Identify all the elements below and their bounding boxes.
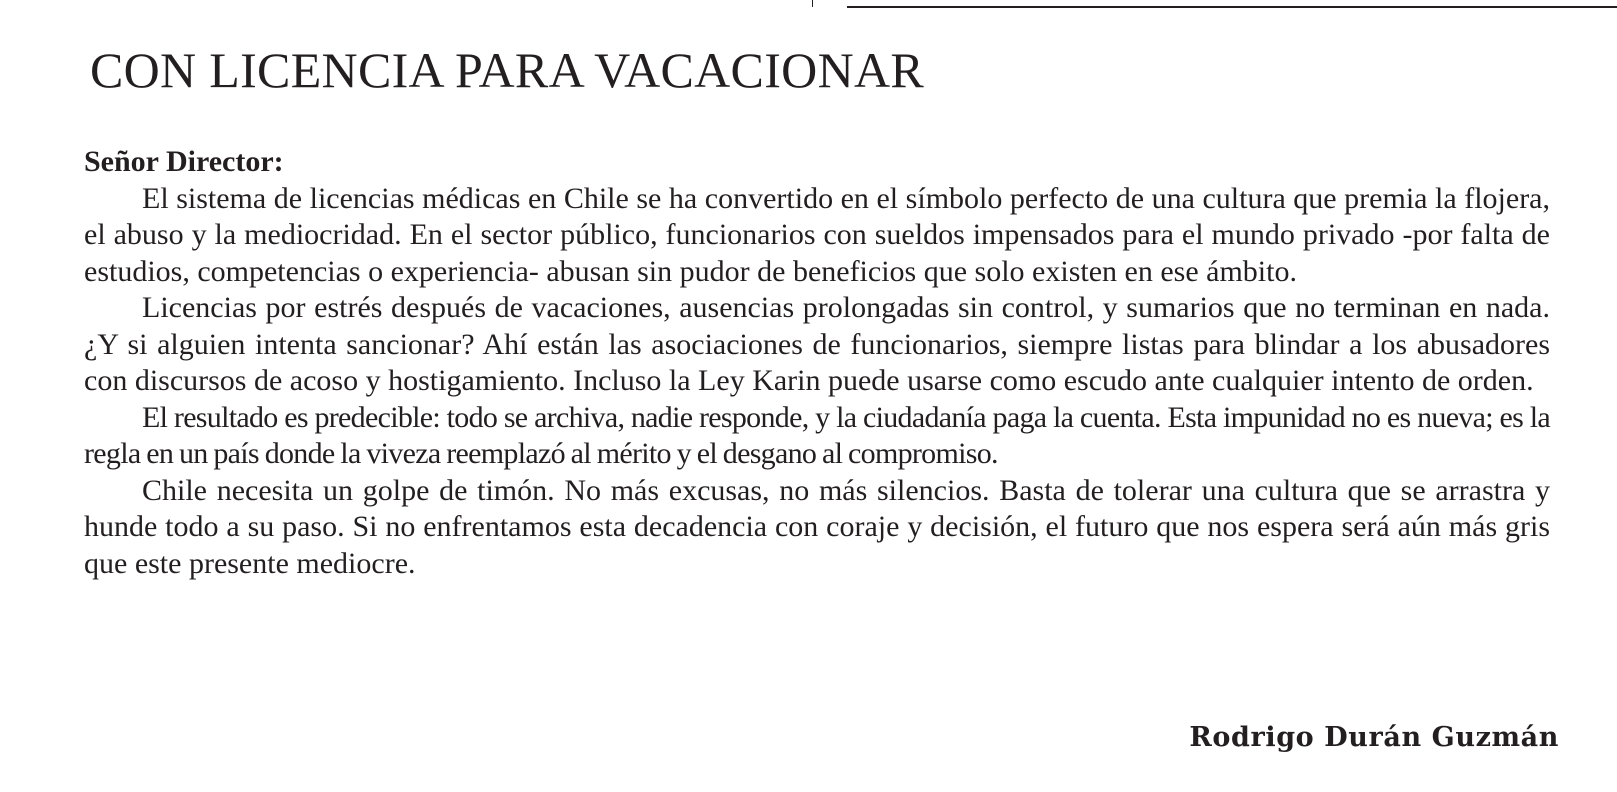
letter-paragraph-3: El resultado es predecible: todo se archiva, nadie responde, y la ciudadanía paga la cuenta. Esta impunidad no es nueva; es la regla en un país donde la viveza reemplazó al mérito y el desgano al compromiso. bbox=[84, 400, 1550, 470]
letter-paragraph-2: Licencias por estrés después de vacaciones, ausencias prolongadas sin control, y sumarios que no terminan en nada. ¿Y si alguien intenta sancionar? Ahí están las asociaciones de funcionarios, siempre listas para blindar a los abusadores con discursos de acoso y hostigamiento. Incluso la Ley Karin puede usarse como escudo ante cualquier intento de orden. bbox=[84, 291, 1550, 397]
column-tick-mark bbox=[812, 0, 813, 7]
letter-paragraph-1: El sistema de licencias médicas en Chile se ha convertido en el símbolo perfecto de una cultura que premia la flojera, el abuso y la mediocridad. En el sector público, funcionarios con sueldos impensados para el mundo privado -por falta de estudios, competencias o experiencia- abusan sin pudor de beneficios que solo existen en ese ámbito. bbox=[84, 181, 1550, 288]
letter-paragraph-4: Chile necesita un golpe de timón. No más excusas, no más silencios. Basta de tolerar una cultura que se arrastra y hunde todo a su paso. Si no enfrentamos esta decadencia con coraje y decisión, el futuro que nos espera será aún más gris que este presente mediocre. bbox=[84, 473, 1550, 580]
letter-body bbox=[84, 144, 1550, 582]
author-signature: Rodrigo Durán Guzmán bbox=[1189, 722, 1559, 753]
top-rule bbox=[847, 6, 1617, 8]
letter-headline: CON LICENCIA PARA VACACIONAR bbox=[90, 42, 925, 98]
salutation: Señor Director: bbox=[84, 145, 284, 178]
